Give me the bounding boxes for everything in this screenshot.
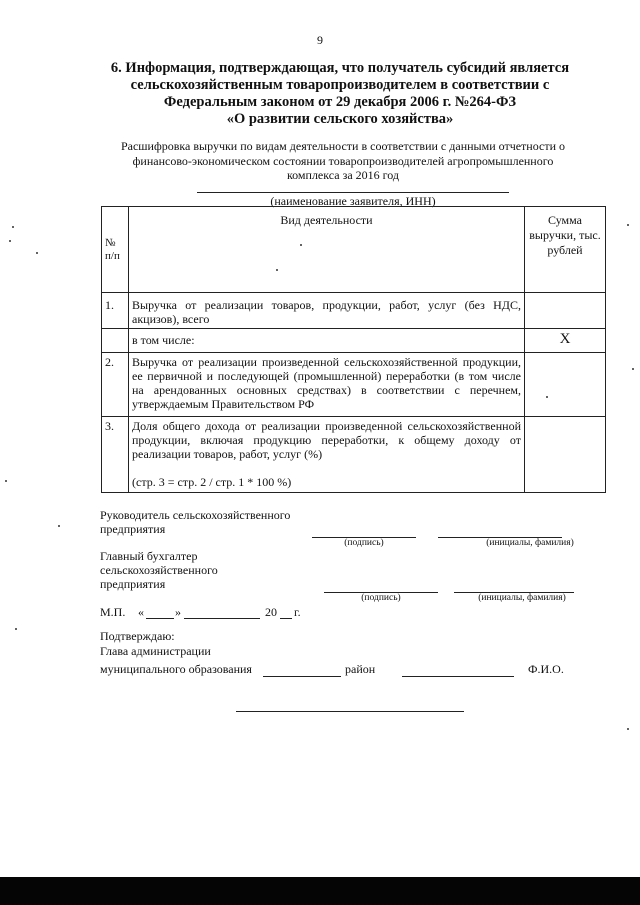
fio-label: Ф.И.О. [528, 662, 564, 676]
municipal-label: муниципального образования [100, 662, 252, 676]
date-year-line[interactable] [280, 618, 292, 619]
head-initials-label: (инициалы, фамилия) [486, 538, 574, 548]
page-number: 9 [317, 33, 323, 47]
date-year-suffix: г. [294, 605, 301, 619]
date-open-quote: « [138, 605, 144, 619]
table-row [102, 417, 606, 493]
scan-speck [58, 525, 60, 527]
district-label: район [345, 662, 376, 676]
table-row [102, 353, 606, 417]
date-year-prefix: 20 [265, 605, 277, 619]
confirm-label: Подтверждаю: [100, 629, 175, 643]
date-day-line[interactable] [146, 618, 174, 619]
date-month-line[interactable] [184, 618, 260, 619]
row-num: 2. [102, 353, 129, 417]
scan-border-bottom [0, 877, 640, 905]
subtitle [108, 139, 578, 183]
head-title: Руководитель сельскохозяйственного предприятия [100, 508, 291, 536]
subtitle-line: комплекса за 2016 год [286, 168, 400, 182]
scan-speck [627, 728, 629, 730]
table-row [102, 293, 606, 329]
scan-speck [12, 226, 14, 228]
admin-head-label: Глава администрации [100, 644, 211, 658]
section-title [100, 60, 580, 128]
scan-speck [546, 396, 548, 398]
head-signature-label: (подпись) [344, 538, 384, 548]
row-text: Выручка от реализации товаров, продукции, работ, услуг (без НДС, акцизов), всего [129, 293, 525, 329]
scan-speck [36, 252, 38, 254]
row-text: Выручка от реализации произведенной сельскохозяйственной продукции, ее первичной и последующей (промышленной) переработки (в том числе на арендованных основных средствах) в соответствии с перечнем, утверждаемым Правительством РФ [129, 353, 525, 417]
accountant-initials-label: (инициалы, фамилия) [478, 593, 566, 603]
revenue-table [101, 206, 606, 493]
title-line: «О развитии сельского хозяйства» [226, 111, 454, 127]
subtitle-line: Расшифровка выручки по видам деятельности в соответствии с данными отчетности о [120, 139, 566, 153]
header-num: № п/п [102, 207, 129, 293]
row-text-cell [129, 417, 525, 493]
row-value-cell[interactable] [525, 293, 606, 329]
scan-speck [632, 368, 634, 370]
applicant-label: (наименование заявителя, ИНН) [270, 194, 436, 208]
scan-speck [15, 628, 17, 630]
stamp-label: М.П. [100, 605, 126, 619]
title-line: сельскохозяйственным товаропроизводителем в соответствии с [130, 77, 550, 93]
scan-speck [300, 244, 302, 246]
admin-signature-line[interactable] [402, 676, 514, 677]
row-value-cell: X [525, 329, 606, 353]
accountant-signature-label: (подпись) [361, 593, 401, 603]
row-num [102, 329, 129, 353]
row-formula: (стр. 3 = стр. 2 / стр. 1 * 100 %) [132, 475, 292, 489]
header-sum: Сумма выручки, тыс. рублей [525, 207, 606, 293]
row-text: Доля общего дохода от реализации произведенной сельскохозяйственной продукции, включая продукцию переработки, к общему доходу от реализации товаров, работ, услуг (%) [132, 419, 521, 461]
table-header-row [102, 207, 606, 293]
row-value-cell[interactable] [525, 353, 606, 417]
closing-divider [236, 711, 464, 712]
scan-speck [5, 480, 7, 482]
title-line: Федеральным законом от 29 декабря 2006 г. №264-ФЗ [163, 94, 517, 110]
date-close-quote: » [175, 605, 181, 619]
scan-speck [276, 269, 278, 271]
row-value-cell[interactable] [525, 417, 606, 493]
municipal-name-line[interactable] [263, 676, 341, 677]
scan-speck [9, 240, 11, 242]
scan-speck [627, 224, 629, 226]
applicant-line [197, 192, 509, 193]
accountant-title: Главный бухгалтер сельскохозяйственного предприятия [100, 549, 218, 591]
header-activity: Вид деятельности [129, 207, 525, 293]
title-line: 6. Информация, подтверждающая, что получатель субсидий является [110, 60, 570, 76]
row-num: 3. [102, 417, 129, 493]
row-num: 1. [102, 293, 129, 329]
subtitle-line: финансово-экономическом состоянии товаропроизводителей агропромышленного [132, 153, 554, 168]
table-row [102, 329, 606, 353]
row-text: в том числе: [129, 329, 525, 353]
